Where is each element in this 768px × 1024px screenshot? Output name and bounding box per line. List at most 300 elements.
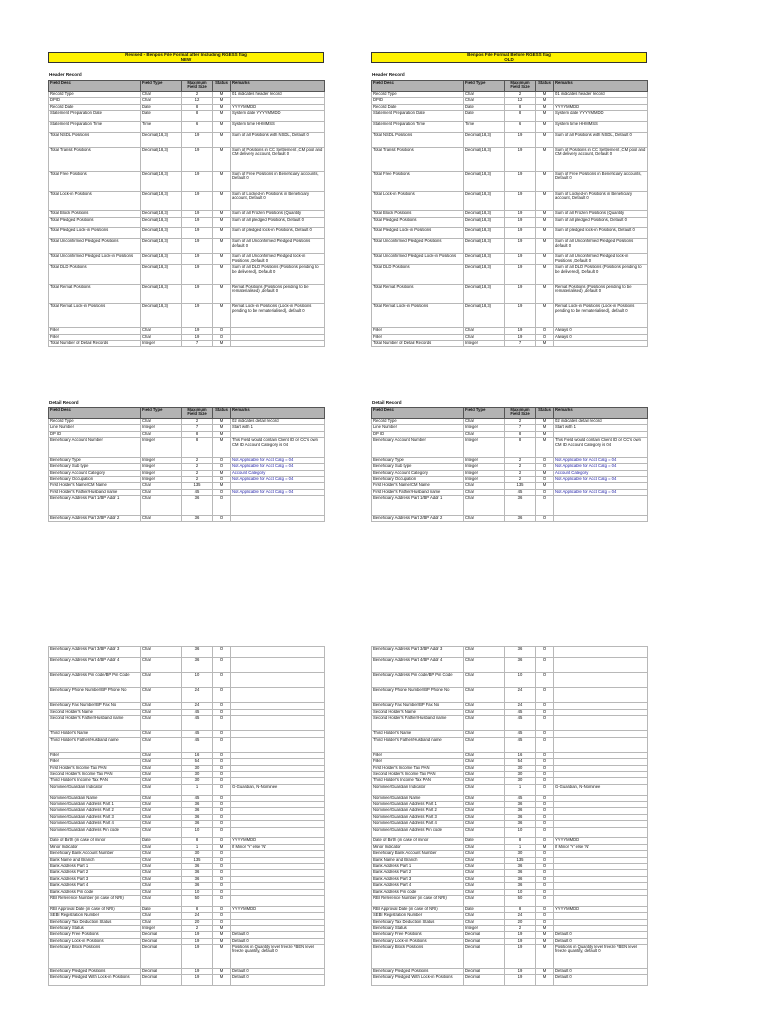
field-desc-cell: Record Type — [49, 419, 141, 425]
status-cell: O — [213, 795, 231, 801]
field-size-cell: 8 — [505, 104, 536, 110]
field-size-cell: 19 — [182, 147, 213, 171]
field-desc-cell: Filler — [372, 759, 464, 765]
field-desc-cell: Nominee/Guardian Address Part 1 — [372, 802, 464, 808]
field-type-cell: Char — [464, 759, 505, 765]
remarks-cell: Remat Lock-in Positions (Lock-in Positions pending to be rematerialised), default 0 — [231, 304, 325, 328]
remarks-cell: Sum of Locked-in Positions in Beneficiary account, Default 0 — [554, 191, 648, 211]
field-type-cell: Integer — [464, 476, 505, 482]
remarks-cell: Sum of all Unconfirmed Pledged lock-in Positions ,Default 0 — [231, 254, 325, 265]
field-desc-cell: Total NSDL Positions — [49, 132, 141, 147]
table-row — [49, 647, 325, 658]
field-desc-cell: SEBI Registration Number — [49, 913, 141, 919]
status-cell: O — [536, 827, 554, 838]
status-cell: M — [213, 925, 231, 931]
field-size-cell: 12 — [182, 98, 213, 104]
field-type-cell: Decimal(18,3) — [141, 217, 182, 228]
status-cell: M — [213, 470, 231, 476]
field-type-cell: Char — [464, 709, 505, 715]
field-desc-cell: Record Date — [372, 104, 464, 110]
status-cell: O — [536, 737, 554, 752]
field-size-cell: 8 — [505, 431, 536, 437]
field-type-cell: Char — [464, 716, 505, 731]
field-type-cell: Char — [464, 808, 505, 814]
remarks-cell — [554, 672, 648, 687]
field-size-cell: 16 — [505, 752, 536, 758]
field-size-cell: 24 — [182, 688, 213, 703]
field-type-cell: Char — [141, 483, 182, 489]
field-desc-cell: Total Block Positions — [49, 211, 141, 217]
field-desc-cell: Beneficiary Address Part 3/BP Addr 3 — [372, 647, 464, 658]
remarks-cell: Always 0 — [554, 334, 648, 340]
field-size-cell: 6 — [505, 121, 536, 132]
status-cell: O — [536, 814, 554, 820]
field-size-cell: 54 — [505, 759, 536, 765]
remarks-cell: Sum of all Positions with NSDL, Default 0 — [231, 132, 325, 147]
remarks-cell — [231, 737, 325, 752]
field-desc-cell: Beneficiary Address Pin code/BP Pin Code — [372, 672, 464, 687]
field-type-cell: Decimal(18,3) — [464, 217, 505, 228]
field-size-cell: 45 — [505, 489, 536, 495]
status-cell: M — [536, 217, 554, 228]
field-type-cell: Char — [464, 857, 505, 863]
remarks-cell: Default 0 — [231, 975, 325, 986]
field-desc-cell: Bank Name and Branch — [49, 857, 141, 863]
status-cell: M — [536, 171, 554, 191]
remarks-cell: YYYYMMDD — [554, 104, 648, 110]
field-type-cell: Char — [464, 765, 505, 771]
status-cell: O — [213, 821, 231, 827]
status-cell: M — [213, 975, 231, 986]
status-cell: O — [536, 752, 554, 758]
field-desc-cell: Nominee/Guardian Address Part 3 — [372, 814, 464, 820]
remarks-cell: Sum of pledged lock-in Positions, Default 0 — [231, 228, 325, 239]
field-type-cell: Integer — [141, 457, 182, 463]
status-cell: O — [213, 802, 231, 808]
table-row — [49, 515, 325, 521]
field-desc-cell: Line Number — [372, 425, 464, 431]
field-type-cell: Char — [141, 709, 182, 715]
field-size-cell: 36 — [182, 515, 213, 521]
remarks-cell — [554, 716, 648, 731]
field-desc-cell: Total Unconfirmed Pledged Lock-in Positions — [372, 254, 464, 265]
field-size-cell: 19 — [182, 938, 213, 944]
field-desc-cell: Beneficiary Phone Number/BP Phone No — [372, 688, 464, 703]
field-desc-cell: Line Number — [49, 425, 141, 431]
status-cell: O — [536, 876, 554, 882]
field-desc-cell: Filler — [49, 752, 141, 758]
field-type-cell: Char — [464, 672, 505, 687]
new-format-column — [48, 0, 324, 1024]
field-size-cell: 2 — [182, 92, 213, 98]
field-size-cell: 8 — [182, 438, 213, 458]
detail-record-title: Detail Record — [49, 400, 79, 405]
field-size-cell: 36 — [505, 657, 536, 672]
remarks-cell — [231, 657, 325, 672]
field-desc-cell: Beneficiary Fax Number/BP Fax No — [49, 703, 141, 709]
field-type-cell: Decimal(18,3) — [141, 132, 182, 147]
field-size-cell: 19 — [182, 932, 213, 938]
field-desc-cell: Beneficiary Free Positions — [372, 932, 464, 938]
field-size-cell: 19 — [182, 171, 213, 191]
field-type-cell: Decimal(18,3) — [141, 211, 182, 217]
remarks-cell: Not Applicable for Acct Catg = 04 — [554, 464, 648, 470]
status-cell: O — [213, 716, 231, 731]
remarks-cell: YYYYMMDD — [231, 906, 325, 912]
field-type-cell: Time — [141, 121, 182, 132]
field-type-cell: Char — [141, 876, 182, 882]
field-desc-cell: Total Free Positions — [372, 171, 464, 191]
field-type-cell: Integer — [464, 464, 505, 470]
remarks-cell: System time HHMMSS — [554, 121, 648, 132]
field-size-cell: 30 — [182, 765, 213, 771]
status-cell: O — [213, 808, 231, 814]
field-size-cell: 19 — [182, 945, 213, 969]
field-desc-cell: Beneficiary Bank Account Number — [372, 851, 464, 857]
field-desc-cell: Total Block Positions — [372, 211, 464, 217]
field-desc-cell: Nominee/Guardian Address Part 4 — [49, 821, 141, 827]
field-desc-cell: Nominee/Guardian Address Pin code — [49, 827, 141, 838]
field-type-cell: Date — [464, 838, 505, 844]
field-type-cell: Char — [464, 784, 505, 795]
field-type-cell: Char — [141, 496, 182, 516]
field-size-cell: 10 — [505, 672, 536, 687]
field-desc-cell: Beneficiary Sub type — [49, 464, 141, 470]
field-type-cell: Char — [464, 737, 505, 752]
field-size-cell: 45 — [182, 709, 213, 715]
field-type-cell: Integer — [141, 464, 182, 470]
status-cell: O — [536, 895, 554, 906]
status-cell: M — [536, 969, 554, 975]
status-cell: M — [213, 425, 231, 431]
field-size-cell: 45 — [505, 795, 536, 801]
field-size-cell: 19 — [505, 211, 536, 217]
field-type-cell: Char — [464, 496, 505, 516]
field-type-cell: Decimal(18,3) — [141, 239, 182, 254]
field-type-cell: Char — [464, 844, 505, 850]
field-desc-cell: Bank Address Part 2 — [372, 870, 464, 876]
status-cell: O — [213, 913, 231, 919]
field-type-cell: Date — [464, 104, 505, 110]
field-type-cell: Char — [464, 334, 505, 340]
field-size-cell: 2 — [182, 476, 213, 482]
field-type-cell: Decimal — [464, 945, 505, 969]
header-record-table — [371, 80, 648, 347]
field-size-cell: 45 — [505, 709, 536, 715]
table-row — [49, 254, 325, 265]
table-row — [372, 737, 648, 752]
field-desc-cell: Total Pledged Lock-in Positions — [49, 228, 141, 239]
status-cell: O — [213, 863, 231, 869]
table-row — [372, 239, 648, 254]
field-desc-cell: Bank Address Part 3 — [49, 876, 141, 882]
field-size-cell: 1 — [182, 844, 213, 850]
field-size-cell: 20 — [182, 919, 213, 925]
field-desc-cell: Beneficiary Address Part 2/BP Addr 2 — [49, 515, 141, 521]
status-cell: M — [536, 254, 554, 265]
status-cell: M — [213, 254, 231, 265]
field-type-cell: Date — [141, 906, 182, 912]
field-desc-cell: Nominee/Guardian Name — [49, 795, 141, 801]
field-type-cell: Decimal — [464, 938, 505, 944]
status-cell: M — [213, 239, 231, 254]
remarks-cell — [554, 895, 648, 906]
field-desc-cell: Beneficiary Address Part 1/BP Addr 1 — [372, 496, 464, 516]
field-type-cell: Char — [141, 883, 182, 889]
field-desc-cell: DPID — [49, 98, 141, 104]
field-type-cell: Char — [464, 419, 505, 425]
field-type-cell: Char — [464, 489, 505, 495]
field-desc-cell: Beneficiary Pledged With Lock-in Positions — [49, 975, 141, 986]
field-type-cell: Char — [141, 895, 182, 906]
table-row — [372, 147, 648, 171]
status-cell: O — [213, 919, 231, 925]
field-type-cell: Char — [464, 98, 505, 104]
field-type-cell: Char — [464, 647, 505, 658]
field-type-cell: Decimal(18,3) — [141, 265, 182, 285]
status-cell: O — [536, 709, 554, 715]
field-desc-cell: Nominee/Guardian Address Part 3 — [49, 814, 141, 820]
field-desc-cell: Beneficiary Address Part 3/BP Addr 3 — [49, 647, 141, 658]
remarks-cell — [231, 341, 325, 347]
field-desc-cell: Third Holder's Income Tax PAN — [49, 778, 141, 784]
field-desc-cell: Third Holder's Father/Husband name — [372, 737, 464, 752]
status-cell: M — [536, 239, 554, 254]
field-size-cell: 8 — [505, 111, 536, 122]
field-type-cell: Char — [141, 737, 182, 752]
field-size-cell: 24 — [505, 913, 536, 919]
field-desc-cell: Record Type — [49, 92, 141, 98]
field-size-cell: 7 — [505, 341, 536, 347]
field-desc-cell: Beneficiary Fax Number/BP Fax No — [372, 703, 464, 709]
field-type-cell: Char — [141, 827, 182, 838]
field-type-cell: Char — [141, 795, 182, 801]
status-cell: O — [213, 752, 231, 758]
field-desc-cell: Beneficiary Phone Number/BP Phone No — [49, 688, 141, 703]
detail-record-table — [48, 407, 325, 522]
status-cell: M — [213, 98, 231, 104]
status-cell: O — [536, 515, 554, 521]
field-type-cell: Char — [141, 814, 182, 820]
remarks-cell: System date YYYYMMDD — [554, 111, 648, 122]
status-cell: O — [213, 496, 231, 516]
field-desc-cell: First Holder's Father/Husband name — [372, 489, 464, 495]
field-desc-cell: Filler — [372, 334, 464, 340]
column-header: Field Desc — [49, 408, 141, 419]
field-type-cell: Char — [141, 328, 182, 334]
field-size-cell: 135 — [505, 857, 536, 863]
table-row — [49, 265, 325, 285]
field-size-cell: 20 — [505, 919, 536, 925]
status-cell: O — [536, 489, 554, 495]
table-row — [49, 304, 325, 328]
field-type-cell: Decimal(18,3) — [464, 228, 505, 239]
field-desc-cell: Beneficiary Account Number — [49, 438, 141, 458]
status-cell: O — [213, 838, 231, 844]
status-cell: M — [213, 171, 231, 191]
field-type-cell: Integer — [141, 341, 182, 347]
status-cell: O — [213, 709, 231, 715]
status-cell: M — [213, 211, 231, 217]
field-size-cell: 10 — [505, 827, 536, 838]
table-row — [372, 265, 648, 285]
field-type-cell: Char — [464, 913, 505, 919]
status-cell: O — [536, 334, 554, 340]
remarks-cell: Sum of all Unconfirmed Pledged lock-in Positions ,Default 0 — [554, 254, 648, 265]
field-desc-cell: Record Date — [49, 104, 141, 110]
field-desc-cell: Bank Address Pin code — [372, 889, 464, 895]
field-size-cell: 36 — [182, 647, 213, 658]
remarks-cell: Sum of all pledged Positions, Default 0 — [554, 217, 648, 228]
field-size-cell: 2 — [505, 925, 536, 931]
field-desc-cell: Nominee/Guardian Address Part 2 — [49, 808, 141, 814]
field-desc-cell: Total Unconfirmed Pledged Lock-in Positions — [49, 254, 141, 265]
field-type-cell: Integer — [141, 470, 182, 476]
status-cell: M — [213, 938, 231, 944]
table-header-row — [49, 408, 325, 419]
column-header: Field Type — [464, 408, 505, 419]
field-type-cell: Integer — [464, 457, 505, 463]
status-cell: O — [213, 765, 231, 771]
field-size-cell: 1 — [505, 844, 536, 850]
status-cell: O — [213, 688, 231, 703]
status-cell: O — [536, 802, 554, 808]
field-size-cell: 19 — [505, 284, 536, 304]
status-cell: M — [536, 211, 554, 217]
field-type-cell: Decimal(18,3) — [464, 239, 505, 254]
column-header: Field Desc — [372, 408, 464, 419]
remarks-cell: YYYYMMDD — [231, 104, 325, 110]
field-size-cell: 19 — [505, 147, 536, 171]
table-row — [372, 657, 648, 672]
table-row — [49, 895, 325, 906]
field-desc-cell: Nominee/Guardian Name — [372, 795, 464, 801]
field-size-cell: 7 — [182, 425, 213, 431]
detail-record-continued-table — [371, 646, 648, 986]
field-size-cell: 30 — [505, 851, 536, 857]
detail-record-table — [371, 407, 648, 522]
field-size-cell: 36 — [182, 821, 213, 827]
remarks-cell — [231, 827, 325, 838]
field-desc-cell: Statement Preparation Time — [49, 121, 141, 132]
status-cell: M — [213, 483, 231, 489]
column-header: Status — [213, 408, 231, 419]
field-type-cell: Char — [141, 92, 182, 98]
field-size-cell: 2 — [505, 476, 536, 482]
status-cell: M — [213, 92, 231, 98]
status-cell: O — [213, 778, 231, 784]
field-size-cell: 24 — [505, 703, 536, 709]
table-header-row — [372, 408, 648, 419]
status-cell: O — [213, 814, 231, 820]
field-desc-cell: Beneficiary Sub type — [372, 464, 464, 470]
table-row — [372, 515, 648, 521]
remarks-cell: Sum of Free Positions in Beneficiary accounts, Default 0 — [554, 171, 648, 191]
field-desc-cell: First Holder's Income Tax PAN — [372, 765, 464, 771]
field-type-cell: Char — [464, 483, 505, 489]
remarks-cell — [554, 737, 648, 752]
field-size-cell: 7 — [182, 341, 213, 347]
field-type-cell: Char — [141, 688, 182, 703]
field-type-cell: Decimal(18,3) — [464, 171, 505, 191]
table-row — [49, 121, 325, 132]
field-size-cell: 19 — [505, 132, 536, 147]
field-type-cell: Char — [141, 802, 182, 808]
field-desc-cell: Bank Address Part 3 — [372, 876, 464, 882]
column-header: Maximum Field Size — [182, 81, 213, 92]
field-type-cell: Integer — [141, 425, 182, 431]
field-type-cell: Char — [464, 703, 505, 709]
field-type-cell: Date — [464, 111, 505, 122]
field-desc-cell: Bank Address Part 4 — [49, 883, 141, 889]
field-size-cell: 8 — [182, 838, 213, 844]
field-size-cell: 50 — [182, 895, 213, 906]
status-cell: O — [536, 772, 554, 778]
status-cell: O — [213, 476, 231, 482]
remarks-cell: Sum of all pledged Positions, Default 0 — [231, 217, 325, 228]
table-row — [49, 438, 325, 458]
field-type-cell: Char — [464, 889, 505, 895]
field-type-cell: Char — [464, 814, 505, 820]
field-size-cell: 30 — [505, 778, 536, 784]
field-size-cell: 54 — [182, 759, 213, 765]
status-cell: M — [536, 975, 554, 986]
remarks-cell — [554, 515, 648, 521]
field-size-cell: 30 — [505, 765, 536, 771]
status-cell: M — [536, 932, 554, 938]
field-size-cell: 45 — [182, 737, 213, 752]
remarks-cell — [554, 827, 648, 838]
field-type-cell: Decimal — [464, 932, 505, 938]
field-type-cell: Decimal — [141, 969, 182, 975]
status-cell: O — [536, 476, 554, 482]
remarks-cell — [554, 341, 648, 347]
table-row — [372, 784, 648, 795]
field-desc-cell: Total Transit Positions — [49, 147, 141, 171]
field-type-cell: Char — [141, 821, 182, 827]
field-size-cell: 36 — [505, 821, 536, 827]
status-cell: M — [536, 265, 554, 285]
field-type-cell: Char — [464, 827, 505, 838]
field-desc-cell: Filler — [372, 328, 464, 334]
field-size-cell: 8 — [182, 906, 213, 912]
field-type-cell: Char — [141, 808, 182, 814]
remarks-cell: Sum of all Positions with NSDL, Default 0 — [554, 132, 648, 147]
field-type-cell: Integer — [464, 425, 505, 431]
column-header: Remarks — [231, 408, 325, 419]
remarks-cell: Default 0 — [554, 938, 648, 944]
status-cell: M — [536, 121, 554, 132]
field-type-cell: Char — [141, 489, 182, 495]
field-desc-cell: Statement Preparation Time — [372, 121, 464, 132]
field-type-cell: Char — [464, 895, 505, 906]
field-desc-cell: Beneficiary Address Part 4/BP Addr 4 — [372, 657, 464, 672]
remarks-cell: Positions in Quantity level freeze *BEN level freeze quantity, default 0 — [231, 945, 325, 969]
field-size-cell: 45 — [182, 731, 213, 737]
column-header: Field Type — [141, 408, 182, 419]
field-size-cell: 2 — [182, 925, 213, 931]
field-desc-cell: Bank Address Part 1 — [49, 863, 141, 869]
field-type-cell: Char — [141, 913, 182, 919]
status-cell: O — [536, 647, 554, 658]
remarks-cell: Sum of Positions in CC Settlement ,CM pool and CM delivery account, Default 0 — [231, 147, 325, 171]
field-desc-cell: Beneficiary Free Positions — [49, 932, 141, 938]
field-type-cell: Char — [464, 688, 505, 703]
field-desc-cell: Third Holder's Name — [372, 731, 464, 737]
table-row — [372, 895, 648, 906]
field-size-cell: 19 — [182, 265, 213, 285]
field-type-cell: Decimal(18,3) — [141, 147, 182, 171]
